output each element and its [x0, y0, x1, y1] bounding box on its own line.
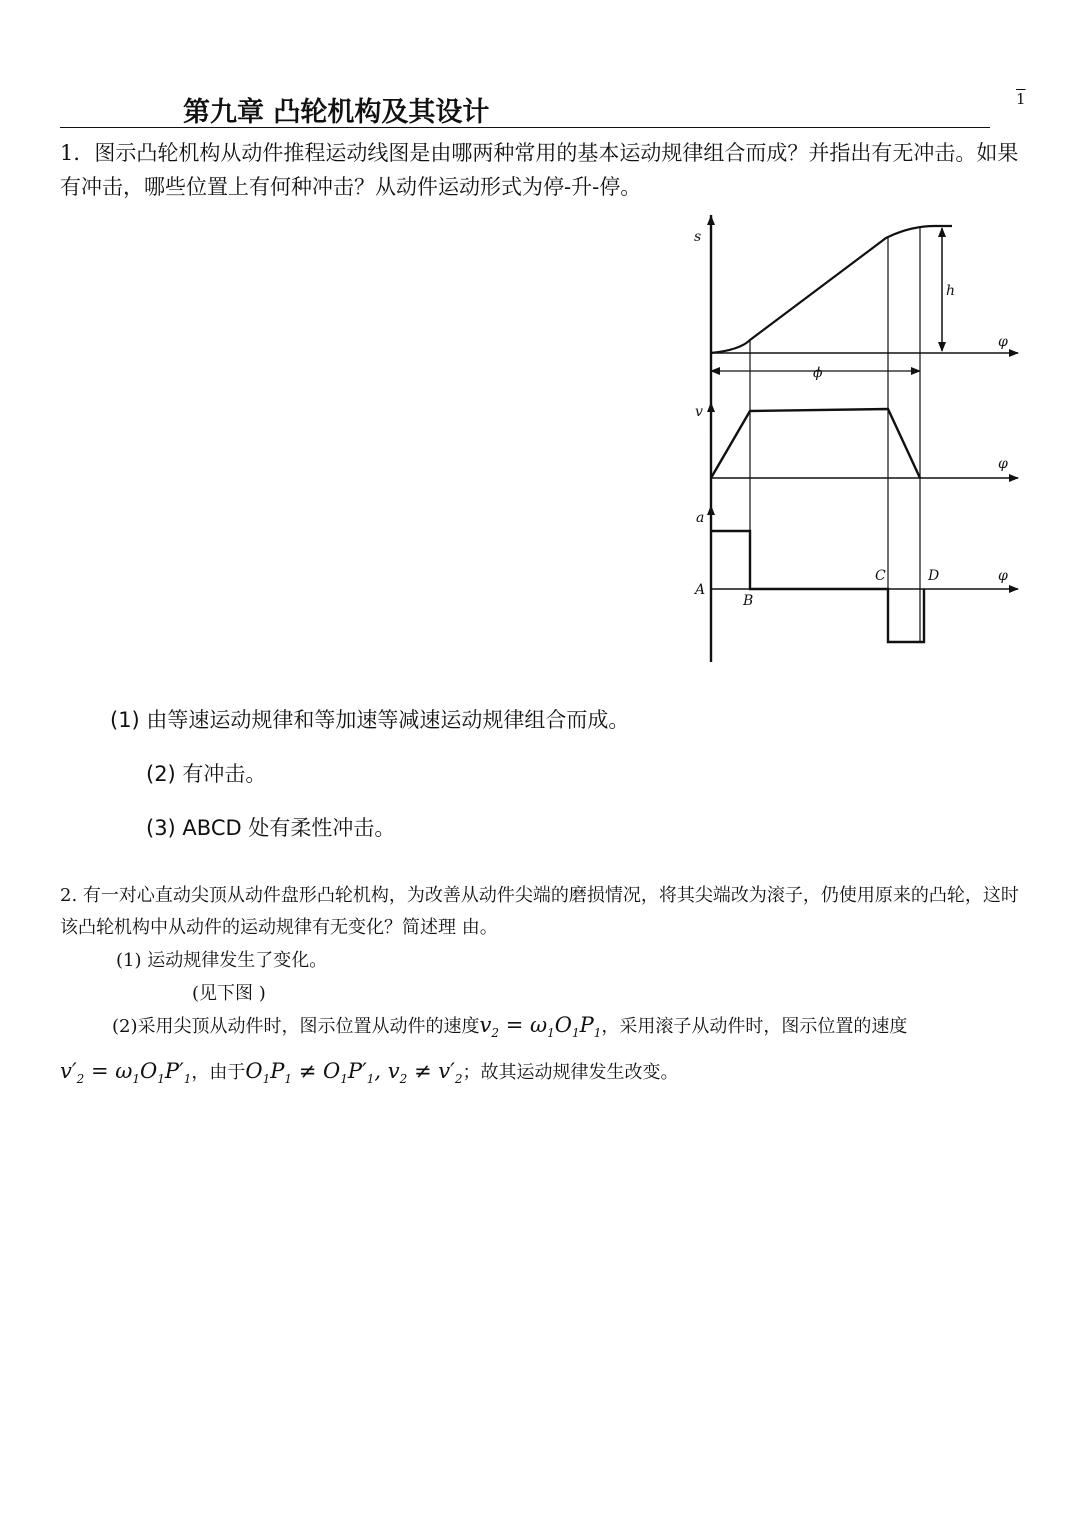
- s-label: s: [694, 229, 702, 245]
- point-a-label: A: [695, 582, 706, 598]
- phi-label-2: φ: [998, 456, 1008, 472]
- question-2-text: 2. 有一对心直动尖顶从动件盘形凸轮机构，为改善从动件尖端的磨损情况，将其尖端改为滚子，仍使用原来的凸轮，这时该凸轮机构中从动件的运动规律有无变化？简述理 由。: [60, 885, 1019, 938]
- formula-tip-velocity: $v_2 = \omega_1O_1P_1$: [479, 1013, 602, 1041]
- h-label: h: [946, 283, 956, 299]
- answer-3: (3) ABCD 处有柔性冲击。: [146, 816, 396, 840]
- answer-2: (2) 有冲击。: [146, 762, 267, 786]
- phi-label-1: φ: [998, 334, 1008, 350]
- v-label: v: [695, 404, 703, 420]
- chapter-title: 第九章 凸轮机构及其设计: [183, 97, 490, 128]
- velocity-curve: [711, 409, 920, 478]
- acceleration-curve: [711, 531, 924, 642]
- answer-1: (1) 由等速运动规律和等加速等减速运动规律组合而成。: [110, 708, 630, 732]
- displacement-curve: [711, 226, 952, 353]
- point-c-label: C: [875, 568, 886, 584]
- question-1-text: 1．图示凸轮机构从动件推程运动线图是由哪两种常用的基本运动规律组合而成？并指出有无冲击。如果有冲击，哪些位置上有何种冲击？从动件运动形式为停-升-停。: [60, 141, 1019, 199]
- see-figure-note: (见下图 ): [192, 983, 266, 1004]
- point-b-label: B: [743, 593, 754, 609]
- question-2-answer-2: (2)采用尖顶从动件时，图示位置从动件的速度$v_2 = \omega_1O_1P_1$，采用滚子从动件时，图示位置的速度 $v'_2 = \omega_1O_1P'_1$，由于$O_1P_1 \ne O_1P'_1$, $v_2 \ne v'_2$；故其运动规律发生改变。: [60, 1013, 908, 1087]
- a-label: a: [696, 510, 705, 526]
- question-2-answer-1: (1) 运动规律发生了变化。: [116, 950, 328, 971]
- formula-inequality: $O_1P_1 \ne O_1P'_1$, $v_2 \ne v'_2$: [245, 1059, 463, 1087]
- page-number: 1: [1016, 90, 1026, 108]
- formula-roller-velocity: $v'_2 = \omega_1O_1P'_1$: [60, 1059, 192, 1087]
- phi-label-3: φ: [998, 568, 1008, 584]
- point-d-label: D: [928, 568, 940, 584]
- Phi-label: ϕ: [813, 365, 823, 381]
